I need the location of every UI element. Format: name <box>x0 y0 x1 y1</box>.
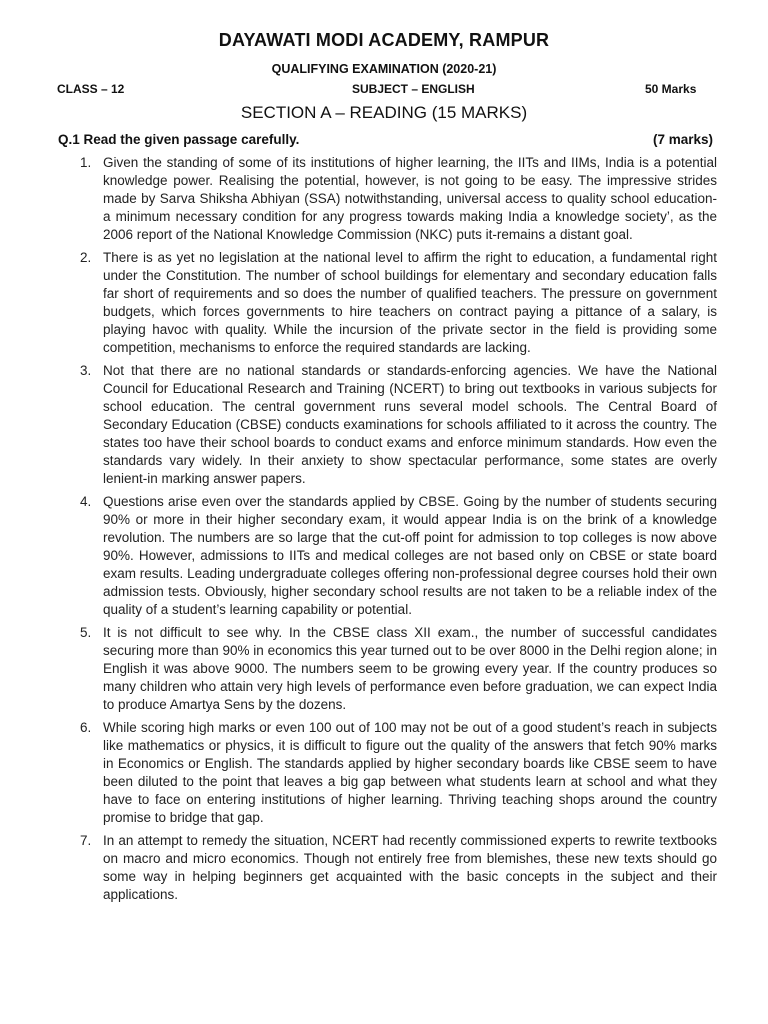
passage-paragraph-6 <box>80 719 717 827</box>
passage <box>80 154 717 909</box>
paragraph-number: 5. <box>80 625 92 640</box>
passage-paragraph-7 <box>80 832 717 904</box>
paragraph-text: While scoring high marks or even 100 out of 100 may not be out of a good student’s reach in subjects like mathematics or physics, it is difficult to figure out the quality of the answers that fetch 90% marks in Economics or English. The standards applied by higher secondary boards like CBSE seem to have been diluted to the point that leaves a big gap between what students learn at school and what they have to face on entering institutions of higher learning. Thriving teaching shops around the country promise to bridge that gap. <box>103 720 717 825</box>
passage-paragraph-1 <box>80 154 717 244</box>
section-title: SECTION A – READING (15 MARKS) <box>240 103 528 122</box>
paragraph-number: 2. <box>80 250 92 265</box>
question-heading <box>58 132 713 147</box>
passage-paragraph-2 <box>80 249 717 357</box>
paragraph-number: 3. <box>80 363 92 378</box>
paragraph-number: 6. <box>80 720 92 735</box>
paragraph-text: Questions arise even over the standards applied by CBSE. Going by the number of students securing 90% or more in their higher secondary exam, it would appear India is on the brink of a knowledge revolution. The numbers are so large that the cut-off point for admission to top colleges is now above 90%. However, admissions to IITs and medical colleges are not based only on CBSE or state board exam results. Leading undergraduate colleges offering non-professional degree courses hold their own admission tests. Obviously, higher secondary school results are not taken to be a reliable index of the quality of a student’s learning capability or potential. <box>103 494 717 617</box>
passage-paragraph-4 <box>80 493 717 619</box>
exam-title: QUALIFYING EXAMINATION (2020-21) <box>271 62 497 76</box>
paragraph-text: Not that there are no national standards or standards-enforcing agencies. We have the National Council for Educational Research and Training (NCERT) to bring out textbooks in various subjects for school education. The central government runs several model schools. The Central Board of Secondary Education (CBSE) conducts examinations for schools affiliated to it across the country. The states too have their school boards to conduct exams and enforce minimum standards. How even the standards vary widely. In their anxiety to show spectacular performance, some states are overly lenient-in marking answer papers. <box>103 363 717 486</box>
passage-paragraph-5 <box>80 624 717 714</box>
paragraph-text: Given the standing of some of its institutions of higher learning, the IITs and IIMs, India is a potential knowledge power. Realising the potential, however, is not going to be easy. The impressive strides made by Sarva Shiksha Abhiyan (SSA) notwithstanding, universal access to quality school education- a minimum necessary condition for any progress towards making India a knowledge society’, as the 2006 report of the National Knowledge Commission (NKC) puts it-remains a distant goal. <box>103 155 717 242</box>
paragraph-number: 4. <box>80 494 92 509</box>
paragraph-text: There is as yet no legislation at the national level to affirm the right to education, a fundamental right under the Constitution. The number of school buildings for elementary and secondary education falls far short of requirements and so does the number of qualified teachers. The pressure on government budgets, which forces governments to hire teachers on contract paying a pittance of a salary, is playing havoc with quality. While the incursion of the private sector in the field is providing some competition, mechanisms to enforce the required standards are lacking. <box>103 250 717 355</box>
paragraph-text: It is not difficult to see why. In the CBSE class XII exam., the number of successful candidates securing more than 90% in economics this year turned out to be over 8000 in the Delhi region alone; in English it was above 9000. The numbers seem to be growing every year. If the country produces so many children who attain very high levels of performance even before graduation, we can expect India to produce Amartya Sens by the dozens. <box>103 625 717 712</box>
question-marks: (7 marks) <box>652 132 713 147</box>
class-label: CLASS – 12 <box>57 82 125 96</box>
question-label: Q.1 Read the given passage carefully. <box>58 132 300 147</box>
paragraph-number: 7. <box>80 833 92 848</box>
subject-label: SUBJECT – ENGLISH <box>352 82 475 96</box>
school-name: DAYAWATI MODI ACADEMY, RAMPUR <box>218 30 550 50</box>
total-marks: 50 Marks <box>645 82 697 96</box>
paragraph-number: 1. <box>80 155 92 170</box>
paragraph-text: In an attempt to remedy the situation, NCERT had recently commissioned experts to rewrite textbooks on macro and micro economics. Though not entirely free from blemishes, these new texts should go some way in helping beginners get acquainted with the basic concepts in the subject and their applications. <box>103 833 717 902</box>
passage-paragraph-3 <box>80 362 717 488</box>
